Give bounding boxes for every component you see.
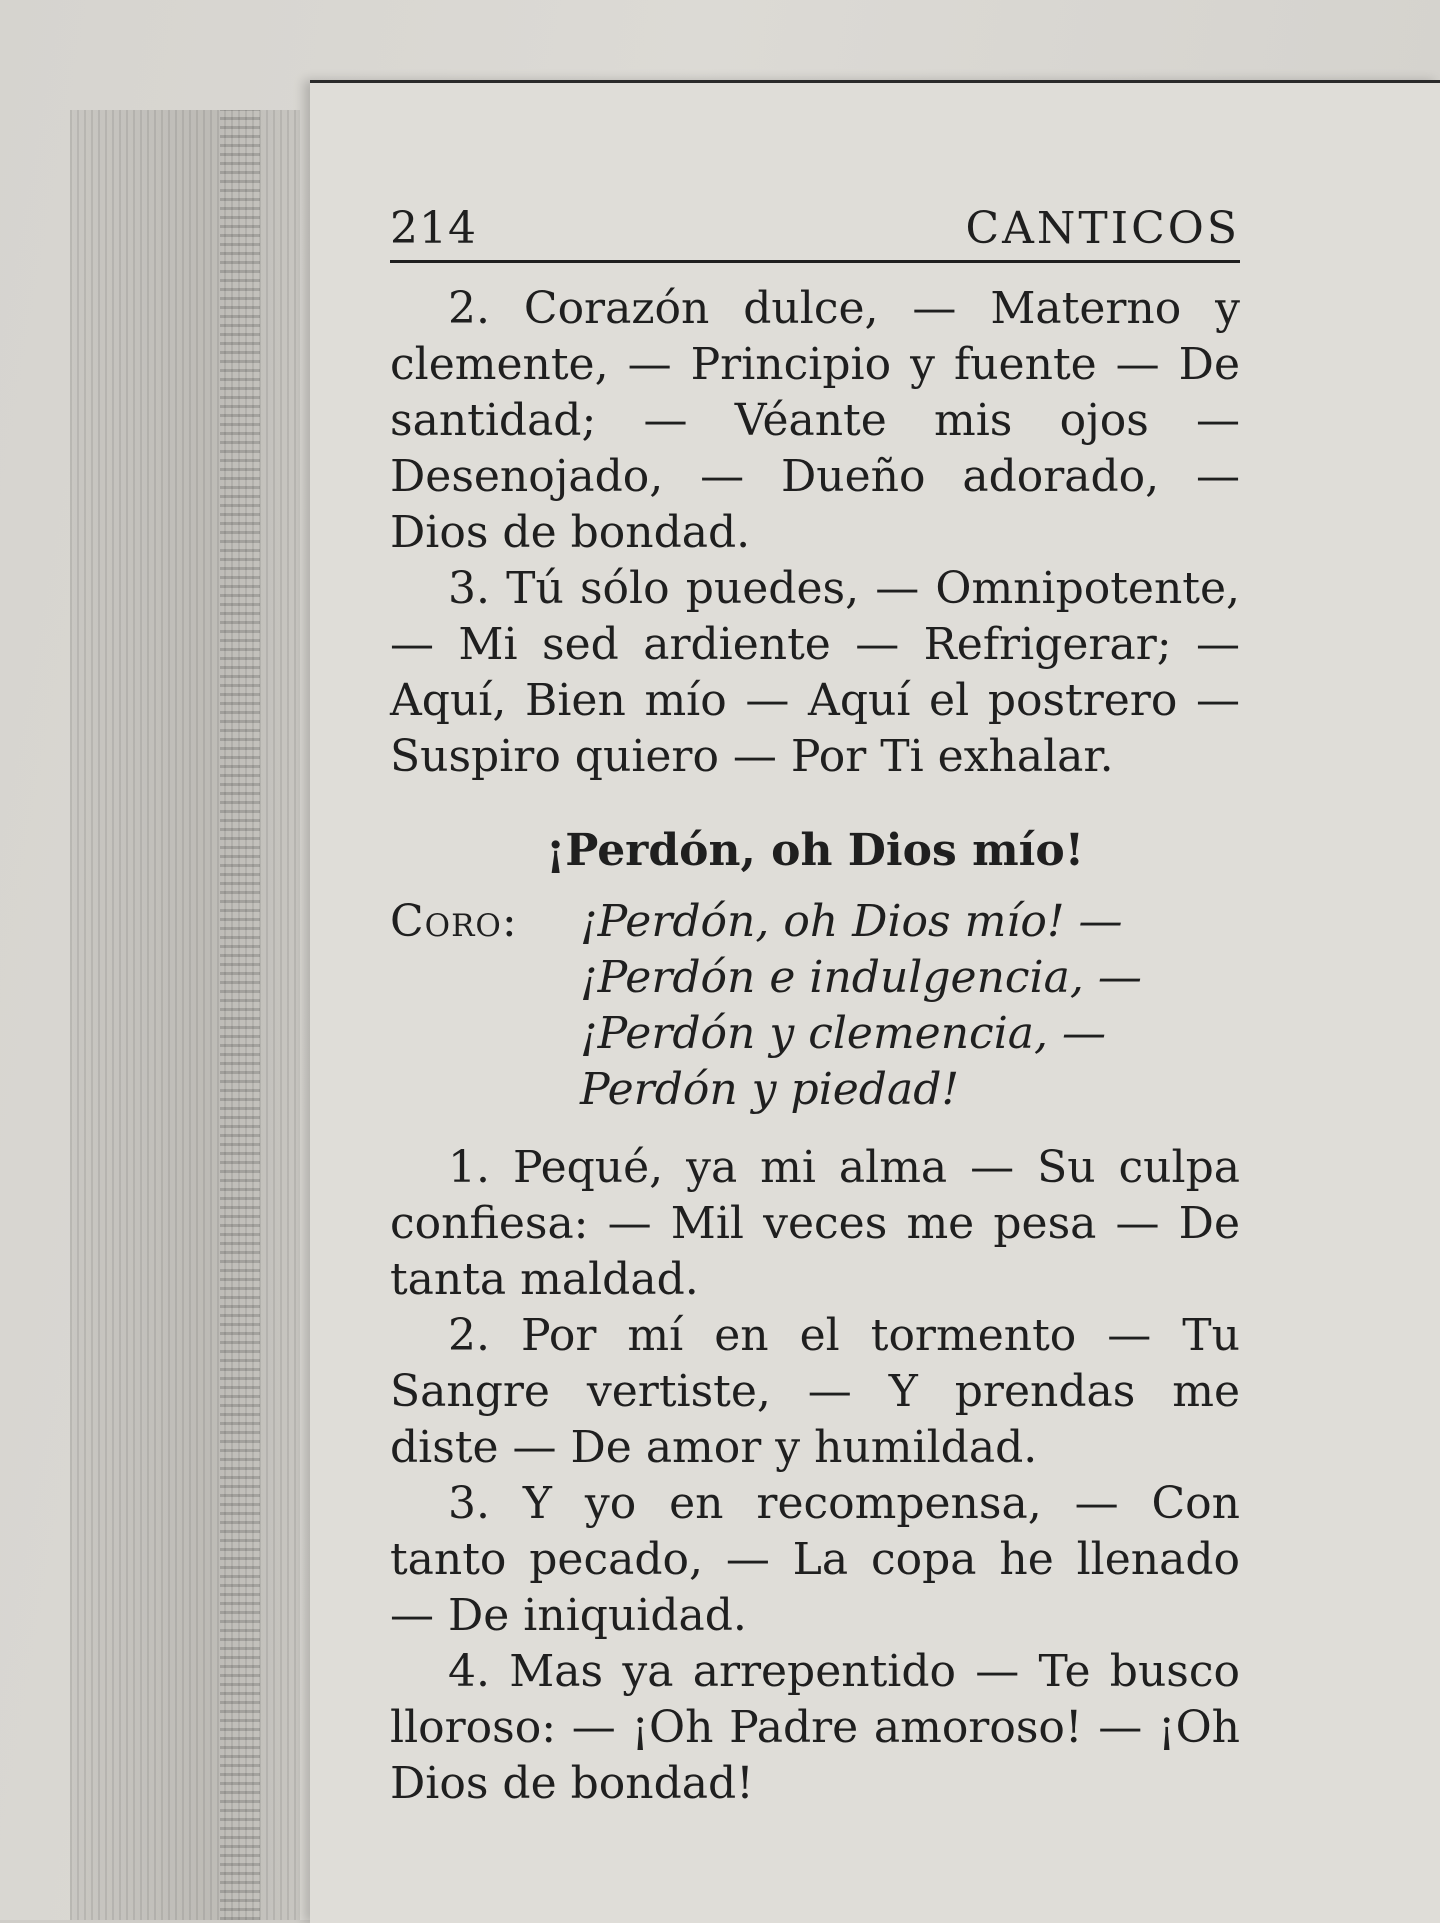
hymn-title: ¡Perdón, oh Dios mío! [545,825,1085,876]
stanza [390,1476,1240,1644]
stanza-text: 4. Mas ya arrepentido — Te busco lloroso: — ¡Oh Padre amoroso! — ¡Oh Dios de bondad! [390,1646,1240,1809]
page-content [390,203,1240,1812]
stanza [390,561,1240,785]
stanza [390,1644,1240,1812]
stanza [390,1140,1240,1308]
stanza-text: 3. Y yo en recompensa, — Con tanto pecado, — La copa he llenado — De iniquidad. [390,1478,1240,1641]
chorus-lines [580,894,1142,1118]
stanza [390,1308,1240,1476]
page-number: 214 [390,203,477,254]
adjacent-page-edge [70,110,300,1920]
chorus-line: ¡Perdón e indulgencia, — [580,952,1142,1003]
chorus-line: ¡Perdón, oh Dios mío! — [580,896,1123,947]
stanza-text: 1. Pequé, ya mi alma — Su culpa confiesa: — Mil veces me pesa — De tanta maldad. [390,1142,1240,1305]
stanza-group [390,1140,1240,1812]
stanza-text: 2. Por mí en el tormento — Tu Sangre vertiste, — Y prendas me diste — De amor y humildad. [390,1310,1240,1473]
stanza [390,281,1240,561]
book-page [310,80,1440,1923]
chorus-label: Coro: [390,896,518,947]
page-header [390,203,1240,263]
chorus [390,894,1240,1118]
stanza-text: 2. Corazón dulce, — Materno y clemente, — Principio y fuente — De santidad; — Véante mis ojos — Desenojado, — Dueño adorado, — Dios de bondad. [390,283,1240,558]
chorus-line: ¡Perdón y clemencia, — [580,1008,1106,1059]
stanza-text: 3. Tú sólo puedes, — Omnipotente, — Mi sed ardiente — Refrigerar; — Aquí, Bien mío — Aquí el postrero — Suspiro quiero — Por Ti exhalar. [390,563,1240,782]
running-head: CANTICOS [965,203,1240,254]
chorus-line: Perdón y piedad! [580,1064,960,1115]
